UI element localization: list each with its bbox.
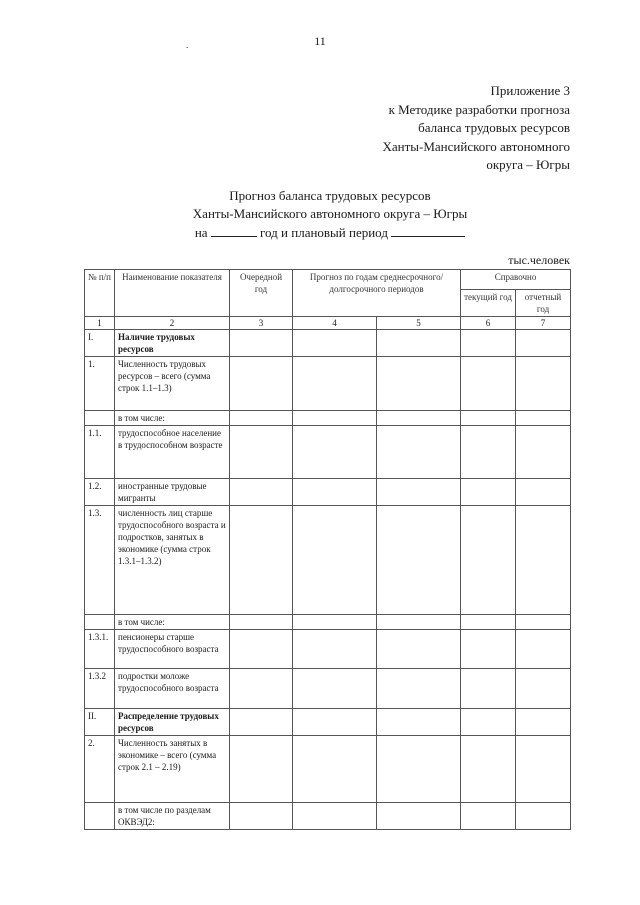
table-row bbox=[85, 736, 571, 803]
row-number: 1.3.1. bbox=[85, 630, 115, 669]
value-cell[interactable] bbox=[461, 330, 516, 357]
column-number: 4 bbox=[293, 317, 377, 330]
value-cell[interactable] bbox=[516, 330, 571, 357]
row-number: I. bbox=[85, 330, 115, 357]
value-cell[interactable] bbox=[461, 736, 516, 803]
forecast-table bbox=[84, 269, 571, 830]
table-row bbox=[85, 709, 571, 736]
value-cell[interactable] bbox=[461, 803, 516, 830]
value-cell[interactable] bbox=[230, 669, 293, 709]
appendix-line: Ханты-Мансийского автономного bbox=[382, 138, 570, 154]
appendix-line: баланса трудовых ресурсов bbox=[418, 120, 570, 135]
value-cell[interactable] bbox=[516, 630, 571, 669]
row-number bbox=[85, 803, 115, 830]
value-cell[interactable] bbox=[377, 736, 461, 803]
value-cell[interactable] bbox=[230, 630, 293, 669]
value-cell[interactable] bbox=[377, 357, 461, 411]
column-number: 1 bbox=[85, 317, 115, 330]
title-middle: год и плановый период bbox=[260, 225, 388, 240]
value-cell[interactable] bbox=[230, 709, 293, 736]
value-cell[interactable] bbox=[293, 669, 377, 709]
row-indicator-name: иностранные трудовые мигранты bbox=[115, 479, 230, 506]
value-cell[interactable] bbox=[377, 803, 461, 830]
header-next-year: Очередной год bbox=[230, 270, 293, 317]
row-indicator-name: численность лиц старше трудоспособного возраста и подростков, занятых в экономике (сумма строк 1.3.1–1.3.2) bbox=[115, 506, 230, 615]
document-title bbox=[120, 187, 540, 242]
value-cell[interactable] bbox=[516, 669, 571, 709]
row-indicator-name: в том числе по разделам ОКВЭД2: bbox=[115, 803, 230, 830]
value-cell[interactable] bbox=[230, 330, 293, 357]
title-line: Ханты-Мансийского автономного округа – Югры bbox=[192, 206, 468, 221]
value-cell[interactable] bbox=[230, 411, 293, 426]
value-cell[interactable] bbox=[377, 479, 461, 506]
value-cell[interactable] bbox=[516, 736, 571, 803]
title-line-period bbox=[120, 223, 540, 242]
page-number: 11 bbox=[314, 34, 326, 48]
value-cell[interactable] bbox=[377, 669, 461, 709]
table-row bbox=[85, 426, 571, 479]
value-cell[interactable] bbox=[377, 330, 461, 357]
value-cell[interactable] bbox=[461, 669, 516, 709]
value-cell[interactable] bbox=[461, 357, 516, 411]
value-cell[interactable] bbox=[516, 357, 571, 411]
value-cell[interactable] bbox=[293, 506, 377, 615]
value-cell[interactable] bbox=[461, 411, 516, 426]
value-cell[interactable] bbox=[293, 411, 377, 426]
value-cell[interactable] bbox=[293, 426, 377, 479]
value-cell[interactable] bbox=[377, 709, 461, 736]
value-cell[interactable] bbox=[461, 615, 516, 630]
table-row bbox=[85, 803, 571, 830]
value-cell[interactable] bbox=[461, 426, 516, 479]
row-number: 1.2. bbox=[85, 479, 115, 506]
table-row bbox=[85, 506, 571, 615]
table-row bbox=[85, 630, 571, 669]
value-cell[interactable] bbox=[516, 615, 571, 630]
value-cell[interactable] bbox=[461, 630, 516, 669]
table-row bbox=[85, 479, 571, 506]
table-row bbox=[85, 357, 571, 411]
table-row bbox=[85, 615, 571, 630]
header-num: № п/п bbox=[85, 270, 115, 317]
value-cell[interactable] bbox=[230, 357, 293, 411]
table-row bbox=[85, 669, 571, 709]
value-cell[interactable] bbox=[516, 506, 571, 615]
value-cell[interactable] bbox=[516, 803, 571, 830]
value-cell[interactable] bbox=[516, 709, 571, 736]
value-cell[interactable] bbox=[461, 479, 516, 506]
row-indicator-name: подростки моложе трудоспособного возраста bbox=[115, 669, 230, 709]
table-row bbox=[85, 411, 571, 426]
row-indicator-name: Численность трудовых ресурсов – всего (сумма строк 1.1–1.3) bbox=[115, 357, 230, 411]
value-cell[interactable] bbox=[293, 803, 377, 830]
row-indicator-name: в том числе: bbox=[115, 615, 230, 630]
value-cell[interactable] bbox=[461, 506, 516, 615]
value-cell[interactable] bbox=[293, 630, 377, 669]
column-number-row bbox=[85, 317, 571, 330]
value-cell[interactable] bbox=[516, 426, 571, 479]
row-indicator-name: пенсионеры старше трудоспособного возраста bbox=[115, 630, 230, 669]
value-cell[interactable] bbox=[293, 736, 377, 803]
row-number: II. bbox=[85, 709, 115, 736]
value-cell[interactable] bbox=[293, 615, 377, 630]
value-cell[interactable] bbox=[230, 479, 293, 506]
row-indicator-name: Распределение трудовых ресурсов bbox=[115, 709, 230, 736]
value-cell[interactable] bbox=[293, 709, 377, 736]
row-indicator-name: Наличие трудовых ресурсов bbox=[115, 330, 230, 357]
value-cell[interactable] bbox=[230, 615, 293, 630]
value-cell[interactable] bbox=[377, 426, 461, 479]
row-indicator-name: Численность занятых в экономике – всего (сумма строк 2.1 – 2.19) bbox=[115, 736, 230, 803]
value-cell[interactable] bbox=[377, 630, 461, 669]
value-cell[interactable] bbox=[230, 803, 293, 830]
row-number: 2. bbox=[85, 736, 115, 803]
value-cell[interactable] bbox=[293, 330, 377, 357]
title-prefix: на bbox=[194, 225, 208, 240]
appendix-line: к Методике разработки прогноза bbox=[388, 101, 570, 117]
year-blank-field[interactable] bbox=[211, 223, 257, 237]
value-cell[interactable] bbox=[293, 479, 377, 506]
column-number: 3 bbox=[230, 317, 293, 330]
value-cell[interactable] bbox=[293, 357, 377, 411]
period-blank-field[interactable] bbox=[391, 223, 465, 237]
column-number: 6 bbox=[461, 317, 516, 330]
column-number: 7 bbox=[516, 317, 571, 330]
header-reference-group: Справочно bbox=[461, 270, 571, 290]
value-cell[interactable] bbox=[516, 479, 571, 506]
column-number: 5 bbox=[377, 317, 461, 330]
column-number: 2 bbox=[115, 317, 230, 330]
row-indicator-name: трудоспособное население в трудоспособном возрасте bbox=[115, 426, 230, 479]
value-cell[interactable] bbox=[377, 506, 461, 615]
value-cell[interactable] bbox=[230, 426, 293, 479]
row-number: 1.3. bbox=[85, 506, 115, 615]
value-cell[interactable] bbox=[516, 411, 571, 426]
units-label: тыс.человек bbox=[508, 253, 570, 267]
header-report-year: отчетный год bbox=[516, 290, 571, 317]
row-number bbox=[85, 411, 115, 426]
header-name: Наименование показателя bbox=[115, 270, 230, 317]
value-cell[interactable] bbox=[230, 506, 293, 615]
row-number: 1.3.2 bbox=[85, 669, 115, 709]
header-current-year: текущий год bbox=[461, 290, 516, 317]
table-row bbox=[85, 330, 571, 357]
table-body bbox=[85, 317, 571, 830]
appendix-block bbox=[382, 82, 570, 175]
value-cell[interactable] bbox=[230, 736, 293, 803]
row-number bbox=[85, 615, 115, 630]
stray-mark: . bbox=[186, 40, 189, 50]
value-cell[interactable] bbox=[377, 615, 461, 630]
value-cell[interactable] bbox=[377, 411, 461, 426]
appendix-line: округа – Югры bbox=[486, 157, 570, 172]
title-line: Прогноз баланса трудовых ресурсов bbox=[229, 188, 431, 203]
row-number: 1. bbox=[85, 357, 115, 411]
value-cell[interactable] bbox=[461, 709, 516, 736]
row-number: 1.1. bbox=[85, 426, 115, 479]
appendix-line: Приложение 3 bbox=[490, 83, 570, 98]
header-forecast-group: Прогноз по годам среднесрочного/долгосрочного периодов bbox=[293, 270, 461, 317]
row-indicator-name: в том числе: bbox=[115, 411, 230, 426]
